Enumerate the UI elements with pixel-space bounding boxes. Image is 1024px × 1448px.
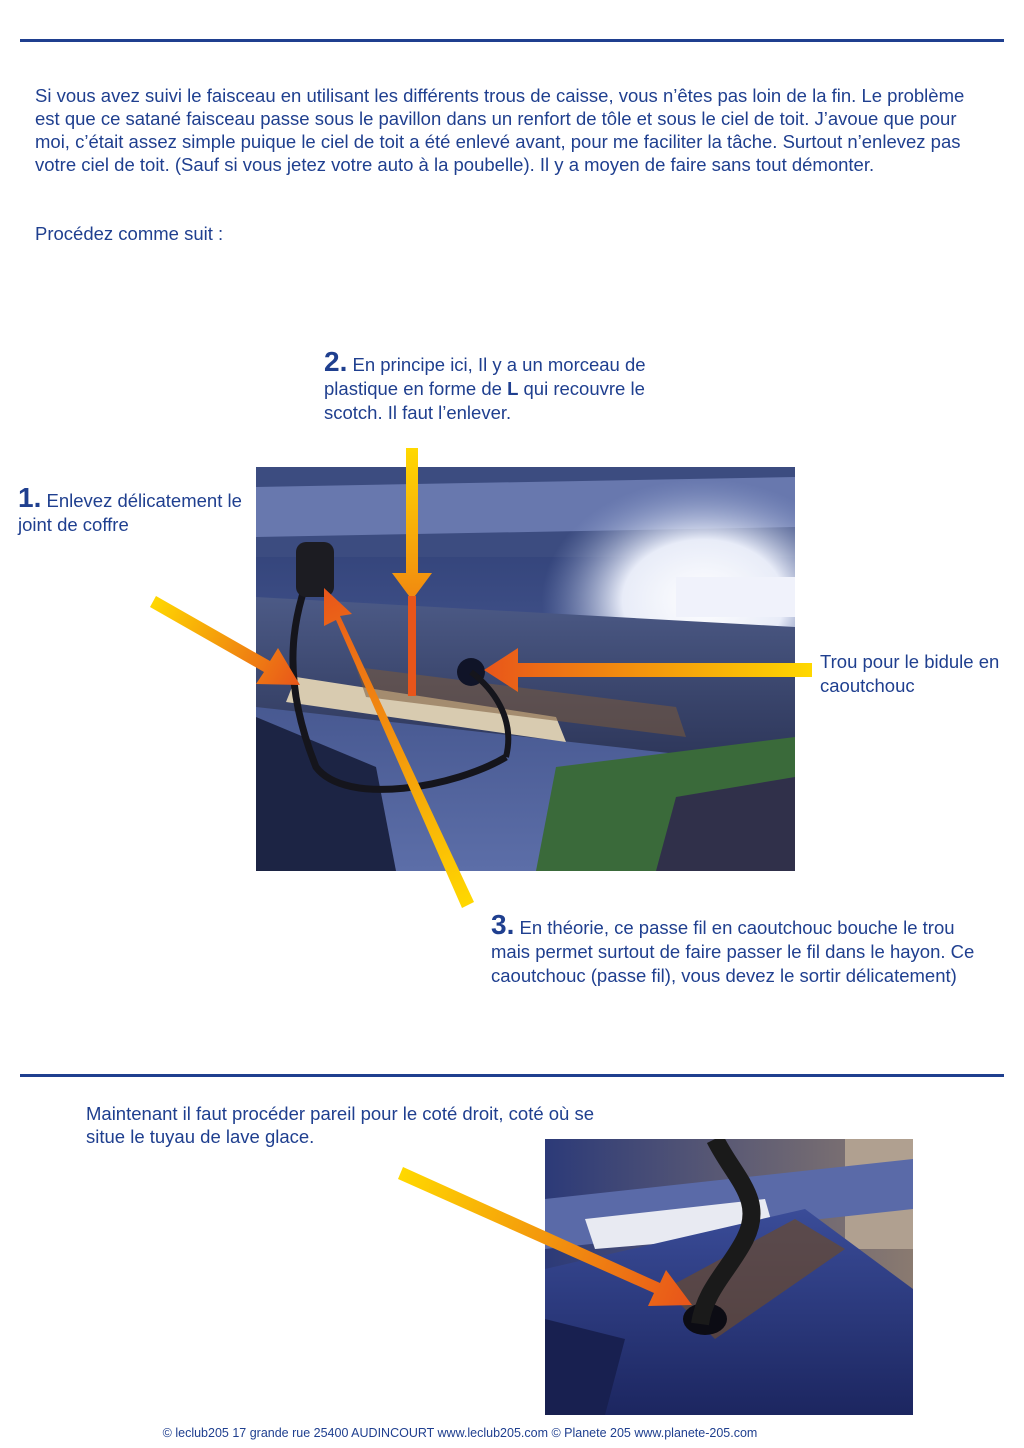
step-3-number: 3. <box>491 909 515 940</box>
step-1-label <box>18 484 243 537</box>
step-1-text: Enlevez délicatement le joint de coffre <box>18 490 242 535</box>
footer-credit: © leclub205 17 grande rue 25400 AUDINCOURT www.leclub205.com © Planete 205 www.planete-205.com <box>162 1426 758 1440</box>
step-2-number: 2. <box>324 346 348 377</box>
hole-label: Trou pour le bidule en caoutchouc <box>820 651 1000 696</box>
step-3-text: En théorie, ce passe fil en caoutchouc bouche le trou mais permet surtout de faire passer le fil dans le hayon. Ce caoutchouc (passe fil), vous devez le sortir délicatement) <box>491 917 975 986</box>
step-2-text-after: qui recouvre le scotch. Il faut l’enlever. <box>324 378 645 423</box>
step-2-text-before: En principe ici, Il y a un morceau de plastique en forme de <box>324 354 646 399</box>
procedure-heading: Procédez comme suit : <box>35 223 224 244</box>
second-paragraph: Maintenant il faut procéder pareil pour le coté droit, coté où se situe le tuyau de lave glace. <box>86 1103 595 1147</box>
intro-paragraph: Si vous avez suivi le faisceau en utilisant les différents trous de caisse, vous n’êtes pas loin de la fin. Le problème est que ce satané faisceau passe sous le pavillon dans un renfort de tôle et sous le ciel de toit. J’avoue que pour moi, c’était assez simple puique le ciel de toit a été enlevé avant, pour me faciliter la tâche. Surtout n’enlevez pas votre ciel de toit. (Sauf si vous jetez votre auto à la poubelle). Il y a moyen de faire sans tout démonter. <box>35 85 965 175</box>
middle-divider <box>20 1074 1004 1077</box>
step-2-bold-letter: L <box>507 378 519 399</box>
top-divider <box>20 39 1004 42</box>
step-2-label <box>324 348 669 425</box>
tailgate-photo-1 <box>256 467 795 871</box>
tailgate-photo-2 <box>545 1139 913 1415</box>
tailgate-photo-2-image <box>545 1139 913 1415</box>
step-1-number: 1. <box>18 482 42 513</box>
tailgate-photo-1-image <box>256 467 795 871</box>
step-3-label <box>491 911 991 988</box>
